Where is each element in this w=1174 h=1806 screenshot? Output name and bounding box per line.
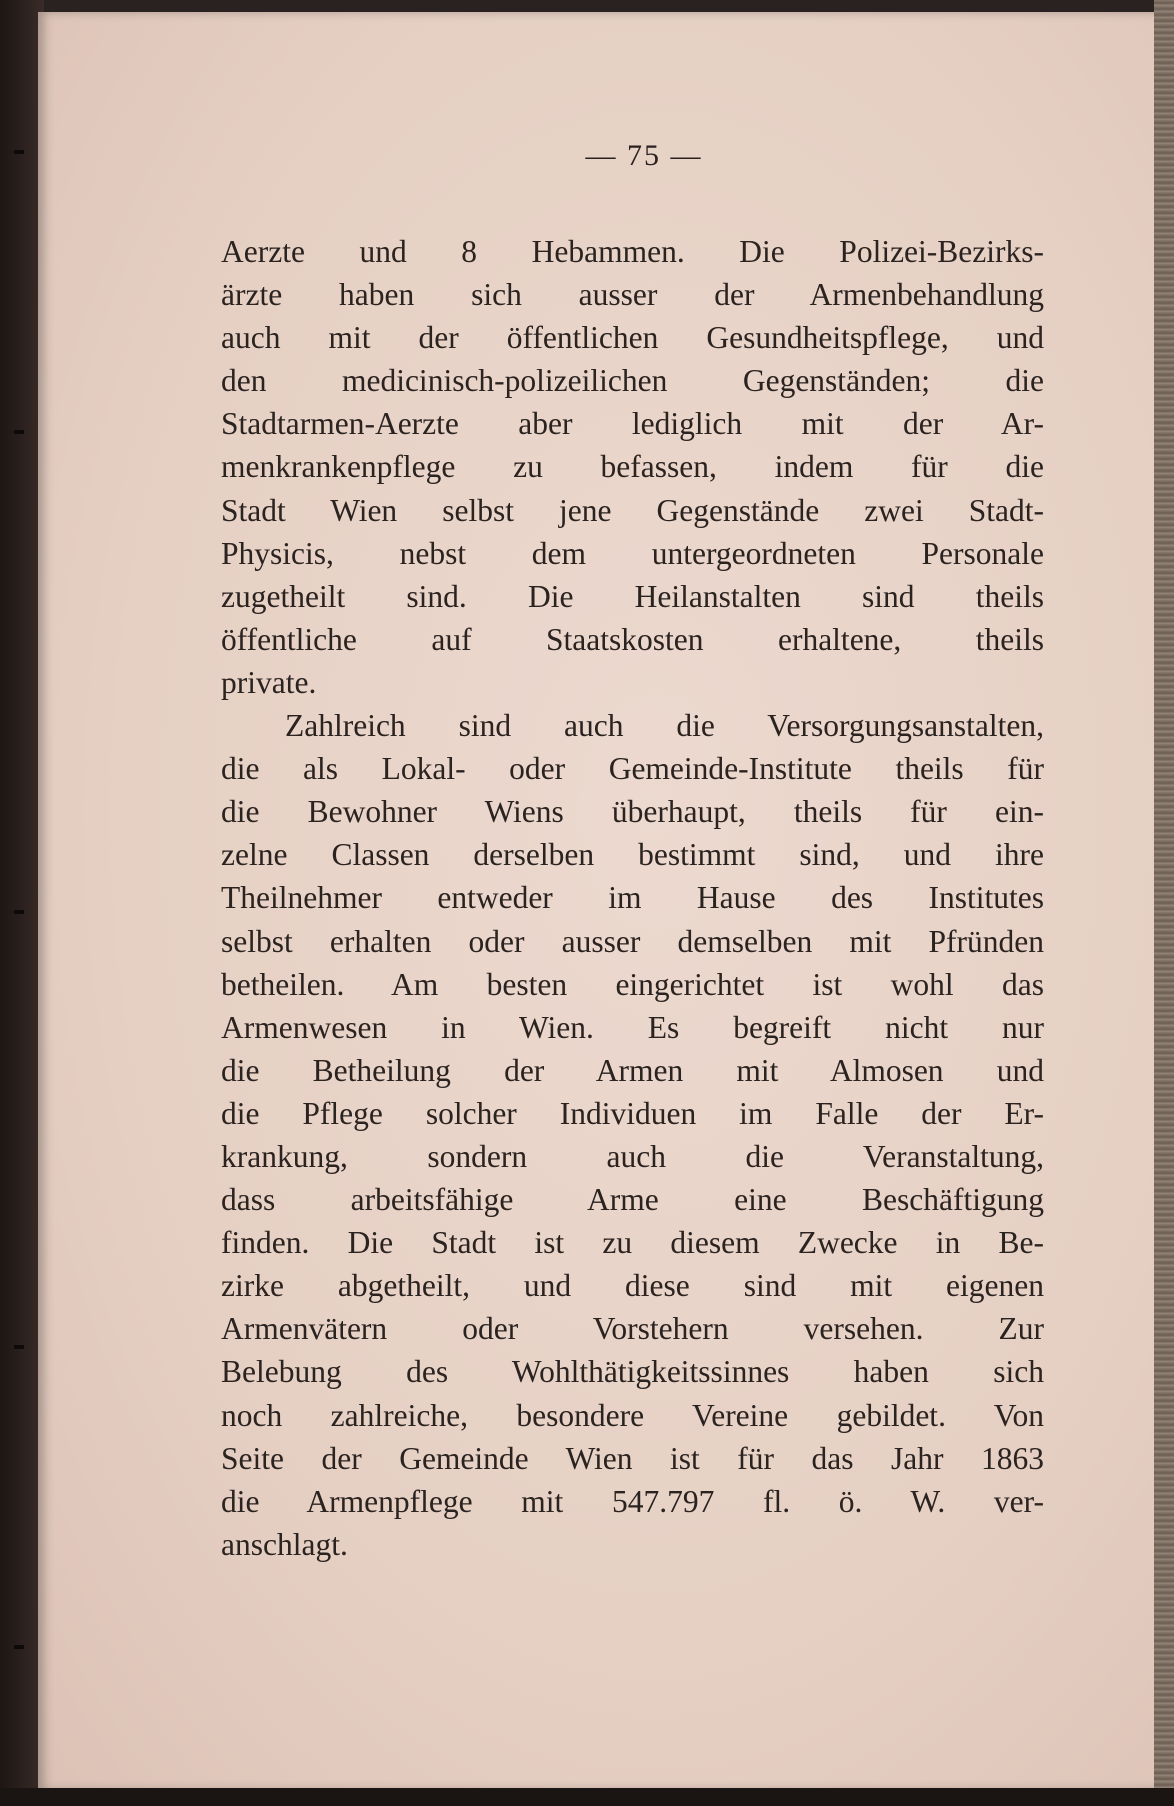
text-line: die Betheilung der Armen mit Almosen und [221, 1052, 1044, 1088]
binding-mark [14, 1345, 24, 1349]
text-line: die Bewohner Wiens überhaupt, theils für ein- [221, 794, 1044, 830]
text-line: anschlagt. [221, 1526, 348, 1562]
text-line: Zahlreich sind auch die Versorgungsanstalten, [285, 708, 1044, 744]
text-line: krankung, sondern auch die Veranstaltung, [221, 1138, 1044, 1174]
binding-mark [14, 910, 24, 914]
text-line: Stadtarmen-Aerzte aber lediglich mit der Ar- [221, 406, 1044, 442]
text-line: Armenvätern oder Vorstehern versehen. Zur [221, 1311, 1044, 1347]
text-line: ärzte haben sich ausser der Armenbehandlung [221, 277, 1044, 313]
text-line: auch mit der öffentlichen Gesundheitspflege, und [221, 320, 1044, 356]
text-line: Seite der Gemeinde Wien ist für das Jahr 1863 [221, 1440, 1044, 1476]
text-line: private. [221, 664, 317, 700]
text-line: Physicis, nebst dem untergeordneten Personale [221, 535, 1044, 571]
page-edges [1154, 0, 1174, 1806]
binding-mark [14, 1645, 24, 1649]
text-line: die Pflege solcher Individuen im Falle der Er- [221, 1095, 1044, 1131]
text-line: menkrankenpflege zu befassen, indem für die [221, 449, 1044, 485]
text-line: Belebung des Wohlthätigkeitssinnes haben sich [221, 1354, 1044, 1390]
page-number: — 75 — [585, 139, 703, 172]
text-line: die Armenpflege mit 547.797 fl. ö. W. ver- [221, 1483, 1044, 1519]
binding-mark [14, 150, 24, 154]
text-line: Armenwesen in Wien. Es begreift nicht nur [221, 1009, 1044, 1045]
text-line: öffentliche auf Staatskosten erhaltene, theils [221, 621, 1044, 657]
text-line: den medicinisch-polizeilichen Gegenständen; die [221, 363, 1044, 399]
body-text [221, 230, 1044, 1566]
text-line: zirke abgetheilt, und diese sind mit eigenen [221, 1268, 1044, 1304]
book-page [38, 12, 1160, 1790]
text-line: die als Lokal- oder Gemeinde-Institute theils für [221, 751, 1044, 787]
text-line: betheilen. Am besten eingerichtet ist wohl das [221, 966, 1044, 1002]
text-line: noch zahlreiche, besondere Vereine gebildet. Von [221, 1397, 1044, 1433]
text-line: selbst erhalten oder ausser demselben mit Pfründen [221, 923, 1044, 959]
text-line: finden. Die Stadt ist zu diesem Zwecke in Be- [221, 1225, 1044, 1261]
text-line: Aerzte und 8 Hebammen. Die Polizei-Bezirks- [221, 234, 1044, 269]
text-line: Stadt Wien selbst jene Gegenstände zwei Stadt- [221, 492, 1044, 528]
text-line: zelne Classen derselben bestimmt sind, und ihre [221, 837, 1044, 873]
text-line: dass arbeitsfähige Arme eine Beschäftigung [221, 1182, 1044, 1218]
binding-mark [14, 430, 24, 434]
text-line: Theilnehmer entweder im Hause des Institutes [221, 880, 1044, 916]
bottom-edge [0, 1788, 1174, 1806]
text-line: zugetheilt sind. Die Heilanstalten sind theils [221, 578, 1044, 614]
